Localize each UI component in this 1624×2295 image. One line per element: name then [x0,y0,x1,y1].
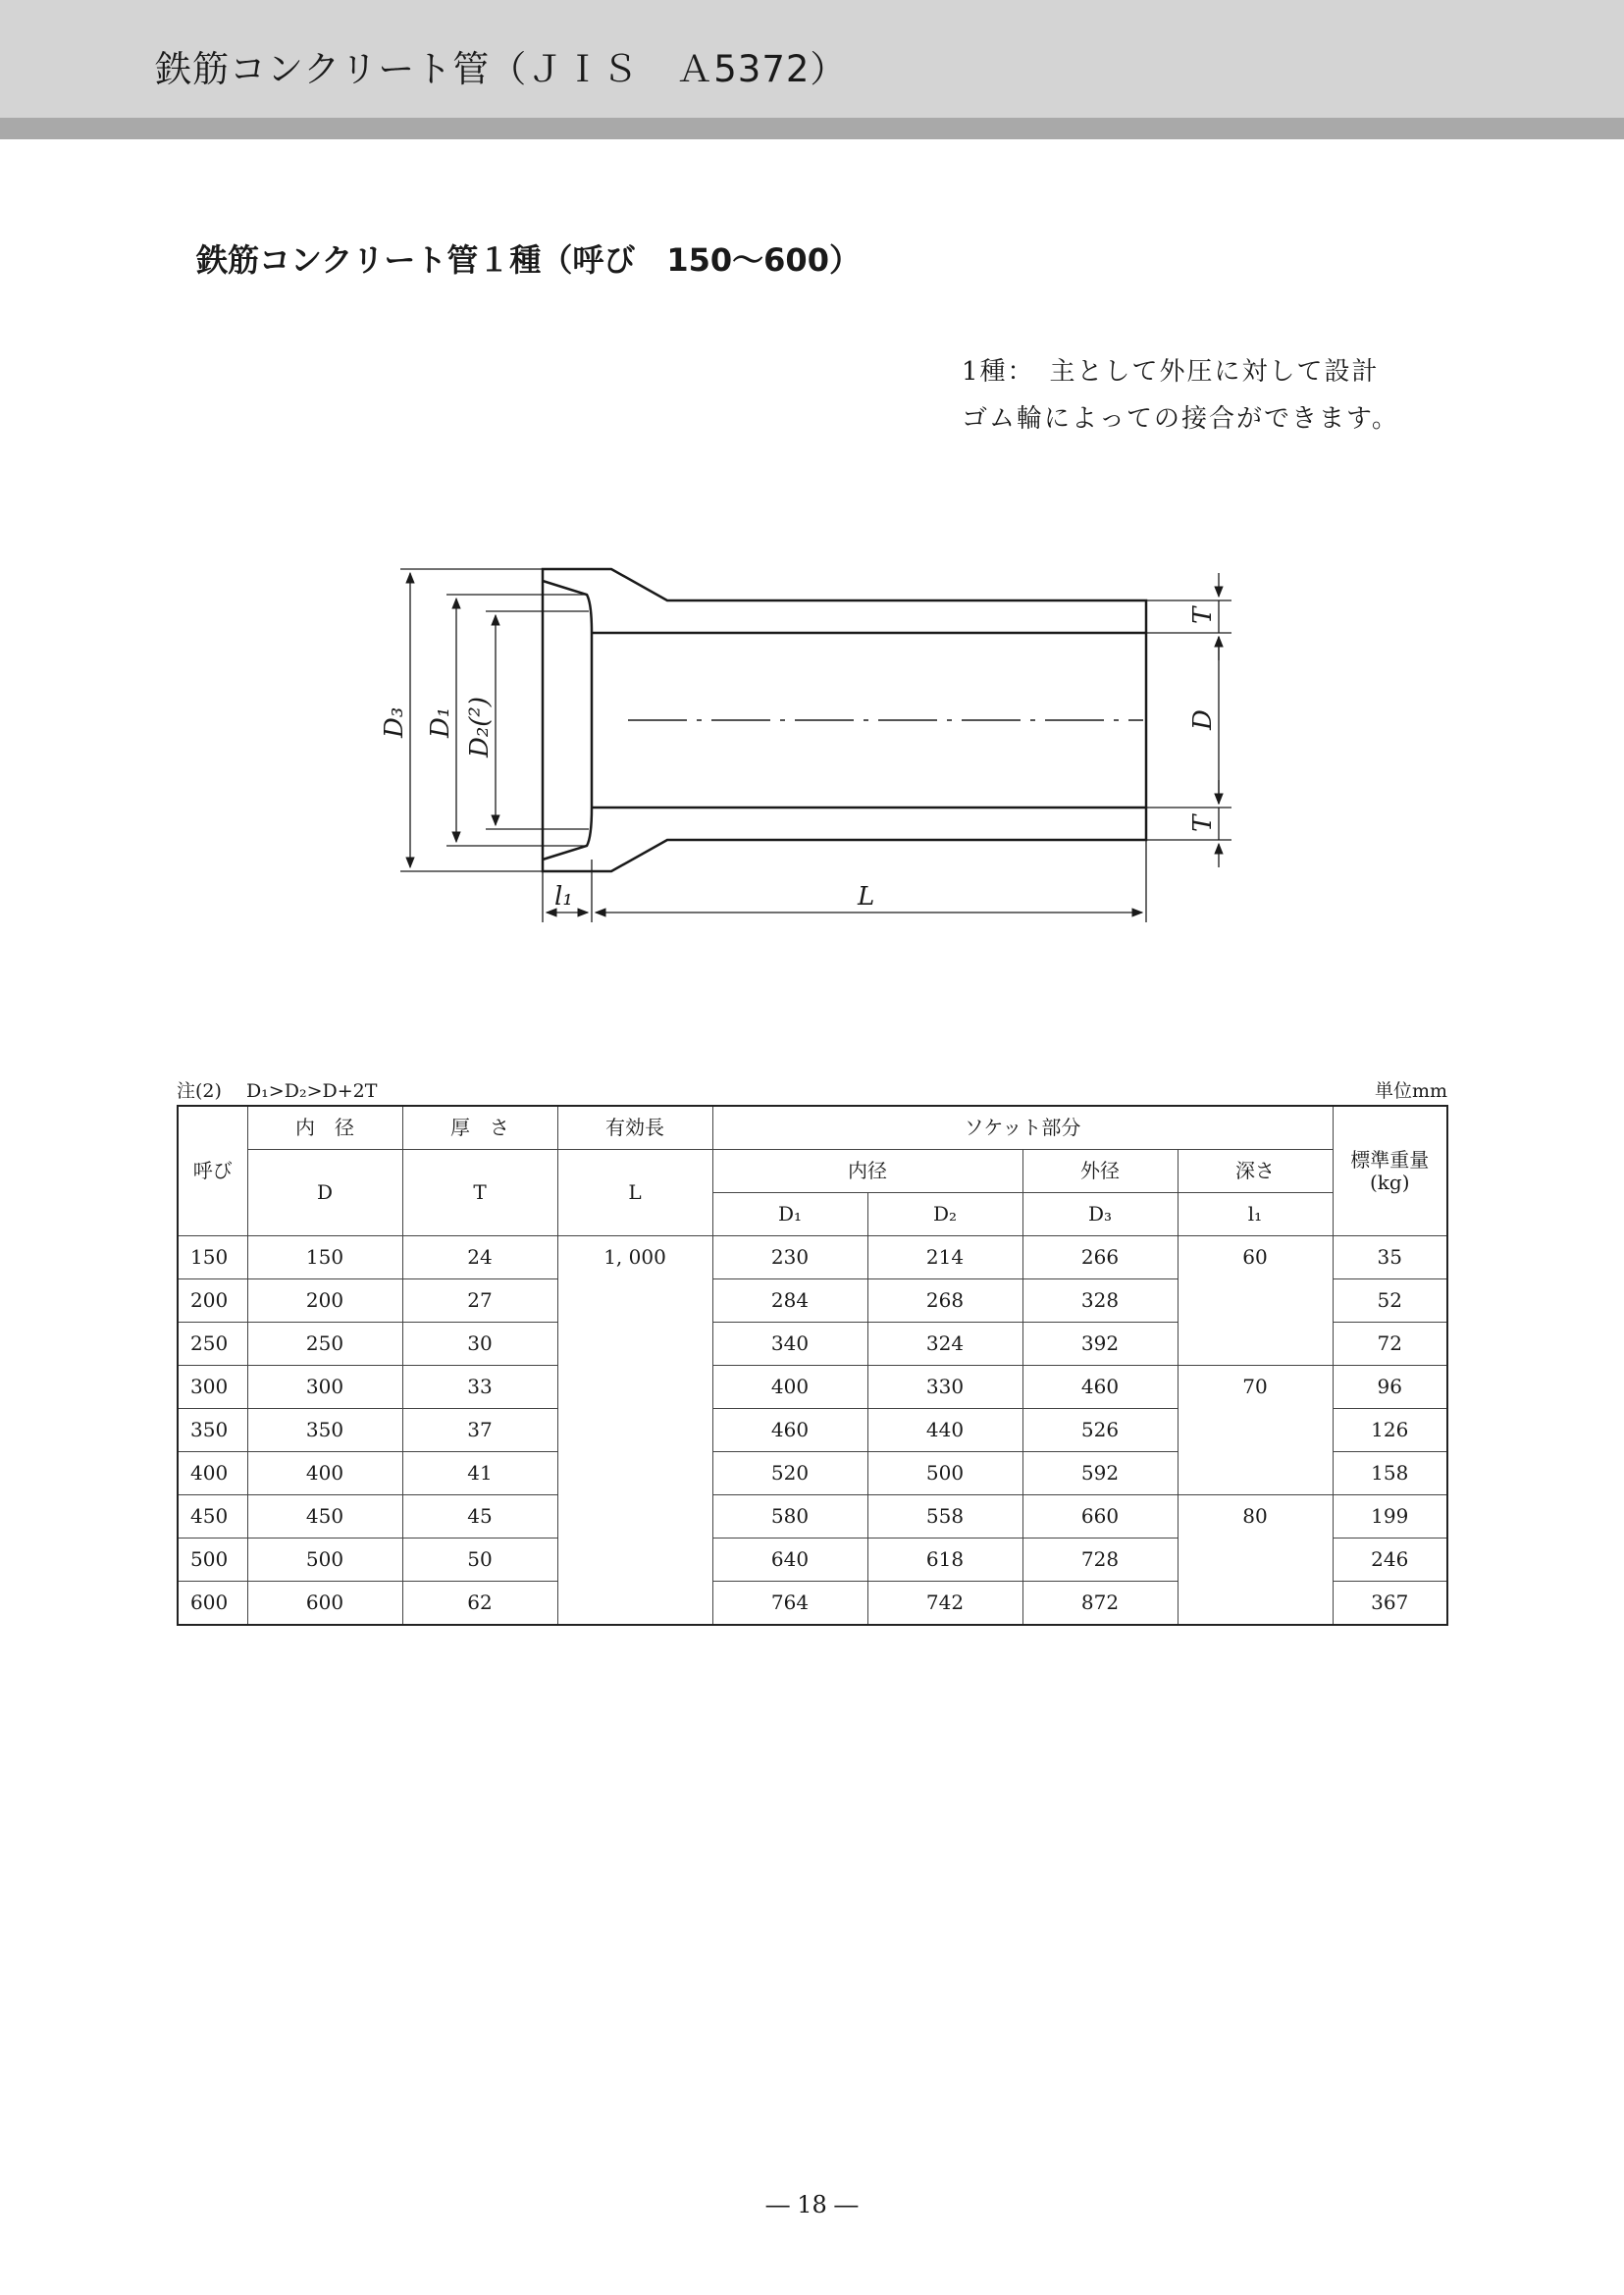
cell-D3: 660 [1022,1495,1178,1539]
cell-weight: 126 [1333,1409,1447,1452]
cell-D3: 392 [1022,1323,1178,1366]
header-D2: D₂ [867,1193,1022,1236]
header-D: D [247,1150,402,1236]
cell-D2: 268 [867,1279,1022,1323]
header-socket-depth: 深さ [1178,1150,1333,1193]
cell-D1: 460 [712,1409,867,1452]
cell-D: 450 [247,1495,402,1539]
cell-D1: 340 [712,1323,867,1366]
label-l1: l₁ [554,882,573,912]
cell-weight: 158 [1333,1452,1447,1495]
cell-T: 33 [402,1366,557,1409]
header-D3: D₃ [1022,1193,1178,1236]
cell-D2: 618 [867,1539,1022,1582]
header-effective-length: 有効長 [557,1106,712,1150]
label-L: L [858,882,875,912]
cell-D1: 580 [712,1495,867,1539]
section-title: 鉄筋コンクリート管１種（呼び 150〜600） [196,241,861,279]
table-row [178,1495,1447,1539]
header-weight-label: 標準重量 [1350,1147,1430,1172]
cell-D1: 640 [712,1539,867,1582]
cell-D2: 440 [867,1409,1022,1452]
cell-D: 150 [247,1236,402,1279]
cell-T: 62 [402,1582,557,1626]
table-row [178,1366,1447,1409]
cell-D3: 460 [1022,1366,1178,1409]
cell-weight: 35 [1333,1236,1447,1279]
cell-weight: 52 [1333,1279,1447,1323]
header-socket-inner: 内径 [712,1150,1022,1193]
cell-D2: 558 [867,1495,1022,1539]
label-D1: D₁ [426,706,455,738]
label-D: D [1188,709,1218,730]
cell-T: 37 [402,1409,557,1452]
header-l1: l₁ [1178,1193,1333,1236]
cell-nominal: 500 [178,1539,247,1582]
cell-D: 200 [247,1279,402,1323]
header-socket-outer: 外径 [1022,1150,1178,1193]
type-note-line-2: ゴム輪によっての接合ができます。 [962,404,1399,434]
header-weight [1333,1106,1447,1236]
cell-nominal: 200 [178,1279,247,1323]
cell-nominal: 300 [178,1366,247,1409]
label-T-top: T [1188,606,1218,624]
cell-D2: 324 [867,1323,1022,1366]
cell-D3: 592 [1022,1452,1178,1495]
header-L: L [557,1150,712,1236]
cell-weight: 72 [1333,1323,1447,1366]
cell-D: 300 [247,1366,402,1409]
cell-D: 600 [247,1582,402,1626]
cell-weight: 199 [1333,1495,1447,1539]
cell-D3: 526 [1022,1409,1178,1452]
pipe-cross-section-diagram [0,0,1624,981]
cell-nominal: 150 [178,1236,247,1279]
cell-T: 27 [402,1279,557,1323]
spec-table [177,1105,1448,1626]
cell-T: 41 [402,1452,557,1495]
cell-D1: 400 [712,1366,867,1409]
cell-D1: 284 [712,1279,867,1323]
header-nominal: 呼び [178,1106,247,1236]
header-socket: ソケット部分 [712,1106,1333,1150]
cell-D3: 728 [1022,1539,1178,1582]
cell-weight: 96 [1333,1366,1447,1409]
header-T: T [402,1150,557,1236]
table-row [178,1236,1447,1279]
cell-T: 45 [402,1495,557,1539]
socket-inner-wall [543,581,592,860]
cell-D: 350 [247,1409,402,1452]
cell-T: 50 [402,1539,557,1582]
cell-nominal: 250 [178,1323,247,1366]
cell-nominal: 350 [178,1409,247,1452]
cell-weight: 367 [1333,1582,1447,1626]
cell-D1: 230 [712,1236,867,1279]
cell-nominal: 450 [178,1495,247,1539]
cell-weight: 246 [1333,1539,1447,1582]
cell-D: 250 [247,1323,402,1366]
table-footnote: 注(2) D₁>D₂>D+2T [177,1080,378,1102]
cell-nominal: 600 [178,1582,247,1626]
cell-effective-length: 1, 000 [557,1236,712,1626]
cell-D1: 764 [712,1582,867,1626]
type-note-line-1: 1種： 主として外圧に対して設計 [962,357,1380,387]
page-number: ― 18 ― [765,2191,859,2218]
cell-depth-group: 70 [1178,1366,1333,1495]
label-D3: D₃ [380,706,409,738]
header-thickness: 厚 さ [402,1106,557,1150]
header-D1: D₁ [712,1193,867,1236]
label-T-bottom: T [1188,814,1218,832]
page-header-title: 鉄筋コンクリート管（ＪＩＳ Ａ5372） [155,48,848,90]
cell-T: 24 [402,1236,557,1279]
cell-D: 500 [247,1539,402,1582]
header-inner-diameter: 内 径 [247,1106,402,1150]
cell-nominal: 400 [178,1452,247,1495]
cell-D3: 872 [1022,1582,1178,1626]
cell-D3: 266 [1022,1236,1178,1279]
unit-label: 単位mm [1374,1080,1447,1102]
cell-T: 30 [402,1323,557,1366]
cell-D: 400 [247,1452,402,1495]
cell-depth-group: 80 [1178,1495,1333,1626]
cell-D2: 500 [867,1452,1022,1495]
header-weight-unit: (kg) [1369,1170,1410,1194]
cell-D2: 330 [867,1366,1022,1409]
label-D2: D₂(²) [465,697,495,757]
cell-D1: 520 [712,1452,867,1495]
cell-D2: 742 [867,1582,1022,1626]
cell-D2: 214 [867,1236,1022,1279]
cell-depth-group: 60 [1178,1236,1333,1366]
cell-D3: 328 [1022,1279,1178,1323]
